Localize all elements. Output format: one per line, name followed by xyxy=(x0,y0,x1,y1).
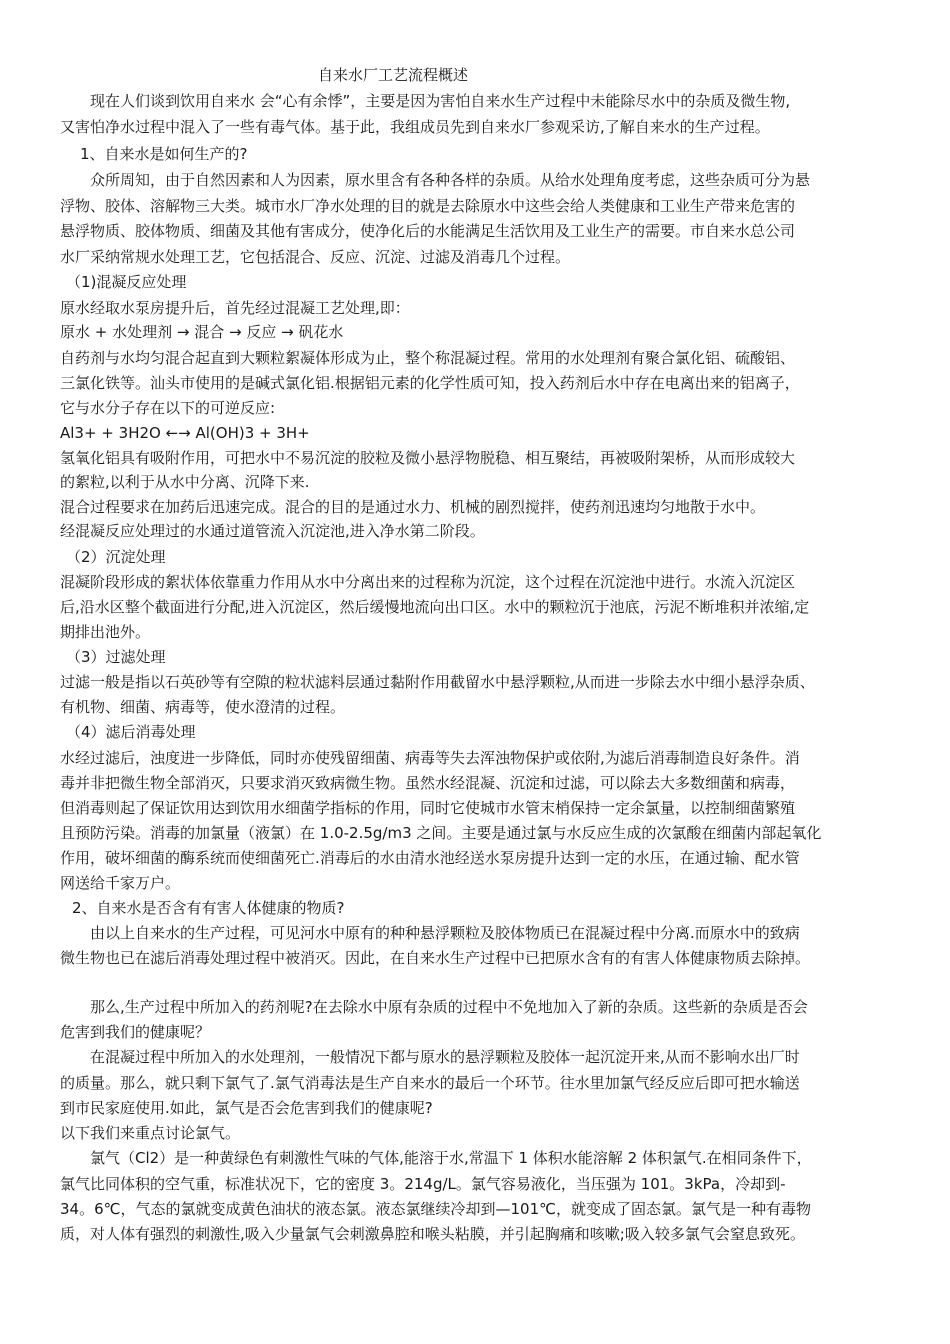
text-line: （1)混凝反应处理 xyxy=(66,273,187,291)
text-line: （2）沉淀处理 xyxy=(66,548,166,566)
text-line: 氯气比同体积的空气重，标准状况下，它的密度 3。214g/L。氯气容易液化，当压强为 101。3kPa，冷却到- xyxy=(60,1175,786,1193)
text-line: 作用，破坏细菌的酶系统而使细菌死亡.消毒后的水由清水池经送水泵房提升达到一定的水压，在通过输、配水管 xyxy=(60,849,800,867)
text-line: 的质量。那么，就只剩下氯气了.氯气消毒法是生产自来水的最后一个环节。往水里加氯气经反应后即可把水输送 xyxy=(60,1074,800,1092)
text-line: 在混凝过程中所加入的水处理剂，一般情况下都与原水的悬浮颗粒及胶体一起沉淀开来,从而不影响水出厂时 xyxy=(90,1048,800,1066)
text-line: 原水 + 水处理剂 → 混合 → 反应 → 矾花水 xyxy=(60,323,344,341)
text-line: 有机物、细菌、病毒等，使水澄清的过程。 xyxy=(60,698,346,716)
text-line: 2、自来水是否含有有害人体健康的物质? xyxy=(72,899,345,917)
text-line: （4）滤后消毒处理 xyxy=(66,723,196,741)
text-line: Al3+ + 3H2O ←→ Al(OH)3 + 3H+ xyxy=(60,424,310,442)
text-line: 那么,生产过程中所加入的药剂呢?在去除水中原有杂质的过程中不免地加入了新的杂质。这些新的杂质是否会 xyxy=(90,998,808,1016)
text-line: 自药剂与水均匀混合起直到大颗粒絮凝体形成为止，整个称混凝过程。常用的水处理剂有聚合氯化铝、硫酸铝、 xyxy=(60,349,796,367)
text-line: 水经过滤后，浊度进一步降低，同时亦使残留细菌、病毒等失去浑浊物保护或依附,为滤后消毒制造良好条件。消 xyxy=(60,749,800,767)
text-line: 1、自来水是如何生产的? xyxy=(80,145,248,163)
text-line: 它与水分子存在以下的可逆反应: xyxy=(60,399,276,417)
text-line: 三氯化铁等。汕头市使用的是碱式氯化铝.根据铝元素的化学性质可知，投入药剂后水中存在电离出来的铝离子， xyxy=(60,374,800,392)
text-line: 到市民家庭使用.如此，氯气是否会危害到我们的健康呢? xyxy=(60,1099,433,1117)
document-title: 自来水厂工艺流程概述 xyxy=(318,66,469,84)
text-line: 但消毒则起了保证饮用达到饮用水细菌学指标的作用，同时它使城市水管末梢保持一定余氯量，以控制细菌繁殖 xyxy=(60,799,796,817)
text-line: 氢氧化铝具有吸附作用，可把水中不易沉淀的胶粒及微小悬浮物脱稳、相互聚结，再被吸附架桥，从而形成较大 xyxy=(60,449,796,467)
text-line: 混合过程要求在加药后迅速完成。混合的目的是通过水力、机械的剧烈搅拌，使药剂迅速均匀地散于水中。 xyxy=(60,498,766,516)
text-line: 悬浮物质、胶体物质、细菌及其他有害成分，使净化后的水能满足生活饮用及工业生产的需要。市自来水总公司 xyxy=(60,222,796,240)
text-line: 且预防污染。消毒的加氯量（液氯）在 1.0-2.5g/m3 之间。主要是通过氯与水反应生成的次氯酸在细菌内部起氧化 xyxy=(60,824,822,842)
text-line: 期排出池外。 xyxy=(60,623,151,641)
text-line: 危害到我们的健康呢？ xyxy=(60,1023,211,1041)
text-line: 34。6℃，气态的氯就变成黄色油状的液态氯。液态氯继续冷却到—101℃，就变成了固态氯。氯气是一种有毒物 xyxy=(60,1200,811,1218)
text-line: 过滤一般是指以石英砂等有空隙的粒状滤料层通过黏附作用截留水中悬浮颗粒,从而进一步除去水中细小悬浮杂质、 xyxy=(60,673,815,691)
text-line: 毒并非把微生物全部消灭，只要求消灭致病微生物。虽然水经混凝、沉淀和过滤，可以除去大多数细菌和病毒， xyxy=(60,774,796,792)
text-line: 微生物也已在滤后消毒处理过程中被消灭。因此，在自来水生产过程中已把原水含有的有害人体健康物质去除掉。 xyxy=(60,949,811,967)
text-line: 混凝阶段形成的絮状体依靠重力作用从水中分离出来的过程称为沉淀，这个过程在沉淀池中进行。水流入沉淀区 xyxy=(60,573,796,591)
text-line: 网送给千家万户。 xyxy=(60,874,181,892)
text-line: （3）过滤处理 xyxy=(66,648,166,666)
text-line: 又害怕净水过程中混入了一些有毒气体。基于此，我组成员先到自来水厂参观采访,了解自来水的生产过程。 xyxy=(60,118,770,136)
text-line: 水厂采纳常规水处理工艺，它包括混合、反应、沉淀、过滤及消毒几个过程。 xyxy=(60,248,571,266)
text-line: 浮物、胶体、溶解物三大类。城市水厂净水处理的目的就是去除原水中这些会给人类健康和工业生产带来危害的 xyxy=(60,197,796,215)
text-line: 现在人们谈到饮用自来水 会“心有余悸”，主要是因为害怕自来水生产过程中未能除尽水中的杂质及微生物, xyxy=(90,92,791,110)
text-line: 经混凝反应处理过的水通过道管流入沉淀池,进入净水第二阶段。 xyxy=(60,522,485,540)
text-line: 众所周知，由于自然因素和人为因素，原水里含有各种各样的杂质。从给水处理角度考虑，这些杂质可分为悬 xyxy=(90,171,811,189)
text-line: 氯气（Cl2）是一种黄绿色有刺激性气味的气体,能溶于水,常温下 1 体积水能溶解 2 体积氯气.在相同条件下， xyxy=(90,1149,812,1167)
text-line: 的絮粒,以利于从水中分离、沉降下来. xyxy=(60,473,310,491)
text-line: 以下我们来重点讨论氯气。 xyxy=(60,1124,241,1142)
text-line: 由以上自来水的生产过程，可见河水中原有的种种悬浮颗粒及胶体物质已在混凝过程中分离.而原水中的致病 xyxy=(90,924,800,942)
text-line: 后,沿水区整个截面进行分配,进入沉淀区，然后缓慢地流向出口区。水中的颗粒沉于池底，污泥不断堆积并浓缩,定 xyxy=(60,598,810,616)
text-line: 质，对人体有强烈的刺激性,吸入少量氯气会刺激鼻腔和喉头粘膜，并引起胸痛和咳嗽;吸入较多氯气会窒息致死。 xyxy=(60,1225,805,1243)
text-line: 原水经取水泵房提升后，首先经过混凝工艺处理,即： xyxy=(60,299,410,317)
